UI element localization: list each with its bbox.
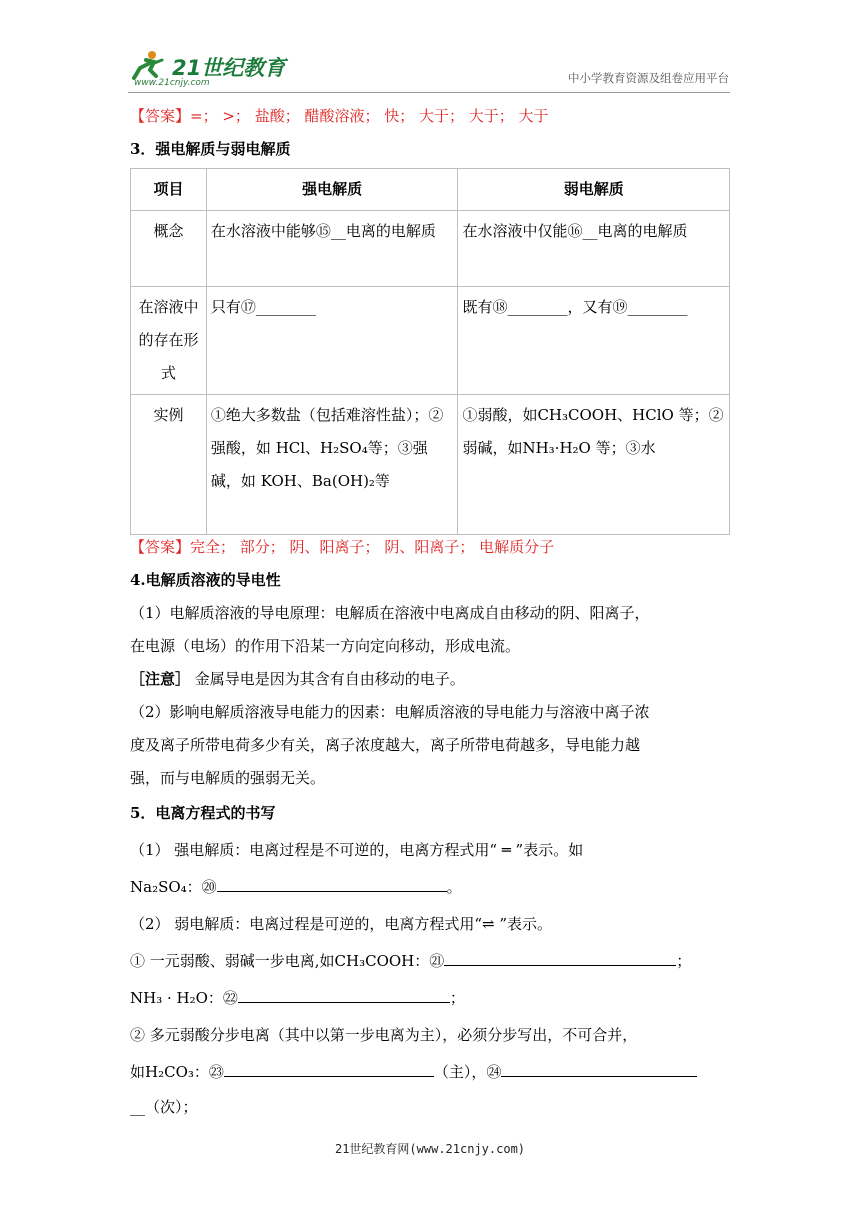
equation-suffix: ；	[449, 989, 465, 1007]
logo-text: 21世纪教育	[172, 56, 286, 80]
table-row	[131, 287, 730, 395]
equation-line	[130, 871, 730, 904]
note-text: 金属导电是因为其含有自由移动的电子。	[194, 670, 465, 688]
cell-weak-examples: ①弱酸，如CH₃COOH、HClO 等；②弱碱，如NH₃·H₂O 等；③水	[458, 395, 730, 535]
paragraph-line: ② 多元弱酸分步电离（其中以第一步电离为主），必须分步写出，不可合并，	[130, 1026, 638, 1044]
row-label-examples: 实例	[131, 395, 207, 535]
answer-tag: 【答案】	[130, 538, 191, 556]
equation-prefix: NH₃ · H₂O：㉒	[130, 989, 238, 1007]
table-row	[131, 395, 730, 535]
note-line	[130, 663, 730, 696]
answer-tag: 【答案】	[130, 107, 191, 125]
equation-suffix: ；	[676, 952, 692, 970]
answer-text: 完全； 部分； 阴、阳离子； 阴、阳离子； 电解质分子	[190, 538, 555, 556]
equation-prefix: Na₂SO₄：⑳	[130, 878, 217, 896]
document-body	[130, 100, 730, 1124]
cell-strong-examples: ①绝大多数盐（包括难溶性盐）；②强酸，如 HCl、H₂SO₄等；③强碱，如 KOH、Ba(OH)₂等	[206, 395, 458, 535]
site-logo	[128, 48, 288, 92]
logo-url: www.21cnjy.com	[134, 78, 210, 88]
equation-prefix: 如H₂CO₃：㉓	[130, 1063, 224, 1081]
note-tag: ［注意］	[130, 670, 191, 688]
row-label-existence: 在溶液中的存在形式	[131, 287, 207, 395]
blank-22[interactable]	[238, 984, 450, 1003]
header-item: 项目	[131, 169, 207, 211]
paragraph-line: 强，而与电解质的强弱无关。	[130, 769, 326, 787]
paragraph-line: （2） 弱电解质：电离过程是可逆的，电离方程式用“⇌ ”表示。	[130, 915, 552, 933]
section-4-title: 4.电解质溶液的导电性	[130, 571, 281, 589]
equation-middle: （主），㉔	[433, 1063, 502, 1081]
row-label-concept: 概念	[131, 211, 207, 287]
section-3-title: 3．强电解质与弱电解质	[130, 140, 291, 158]
equation-line	[130, 982, 730, 1015]
table-header-row	[131, 169, 730, 211]
equation-line: __（次）；	[130, 1098, 198, 1116]
cell-strong-existence: 只有⑰________	[206, 287, 458, 395]
blank-23[interactable]	[224, 1058, 434, 1077]
paragraph-line: （1） 强电解质：电离过程是不可逆的，电离方程式用“ ═ ”表示。如	[130, 841, 584, 859]
header-divider	[128, 92, 730, 93]
table-row	[131, 211, 730, 287]
paragraph-line: 度及离子所带电荷多少有关，离子浓度越大，离子所带电荷越多，导电能力越	[130, 736, 641, 754]
section-5-title: 5．电离方程式的书写	[130, 804, 276, 822]
blank-21[interactable]	[444, 947, 676, 966]
equation-line	[130, 1056, 730, 1089]
equation-prefix: ① 一元弱酸、弱碱一步电离,如CH₃COOH：㉑	[130, 952, 445, 970]
runner-icon	[128, 50, 168, 80]
blank-20[interactable]	[217, 873, 447, 892]
page-header	[0, 0, 860, 96]
platform-tagline: 中小学教育资源及组卷应用平台	[568, 71, 729, 85]
page-footer: 21世纪教育网(www.21cnjy.com)	[334, 1142, 526, 1156]
equation-line	[130, 945, 730, 978]
answer-line-1	[130, 100, 730, 133]
cell-weak-existence: 既有⑱________，又有⑲________	[458, 287, 730, 395]
paragraph-line: （1）电解质溶液的导电原理：电解质在溶液中电离成自由移动的阴、阳离子，	[130, 604, 650, 622]
header-strong: 强电解质	[206, 169, 458, 211]
cell-weak-concept: 在水溶液中仅能⑯__电离的电解质	[458, 211, 730, 287]
paragraph-line: （2）影响电解质溶液导电能力的因素：电解质溶液的导电能力与溶液中离子浓	[130, 703, 650, 721]
equation-suffix: 。	[446, 878, 462, 896]
cell-strong-concept: 在水溶液中能够⑮__电离的电解质	[206, 211, 458, 287]
answer-line-2	[130, 531, 730, 564]
header-weak: 弱电解质	[458, 169, 730, 211]
answer-text: =； >； 盐酸； 醋酸溶液； 快； 大于； 大于； 大于	[190, 107, 549, 125]
electrolyte-comparison-table	[130, 168, 730, 535]
paragraph-line: 在电源（电场）的作用下沿某一方向定向移动，形成电流。	[130, 637, 521, 655]
blank-24[interactable]	[501, 1058, 697, 1077]
